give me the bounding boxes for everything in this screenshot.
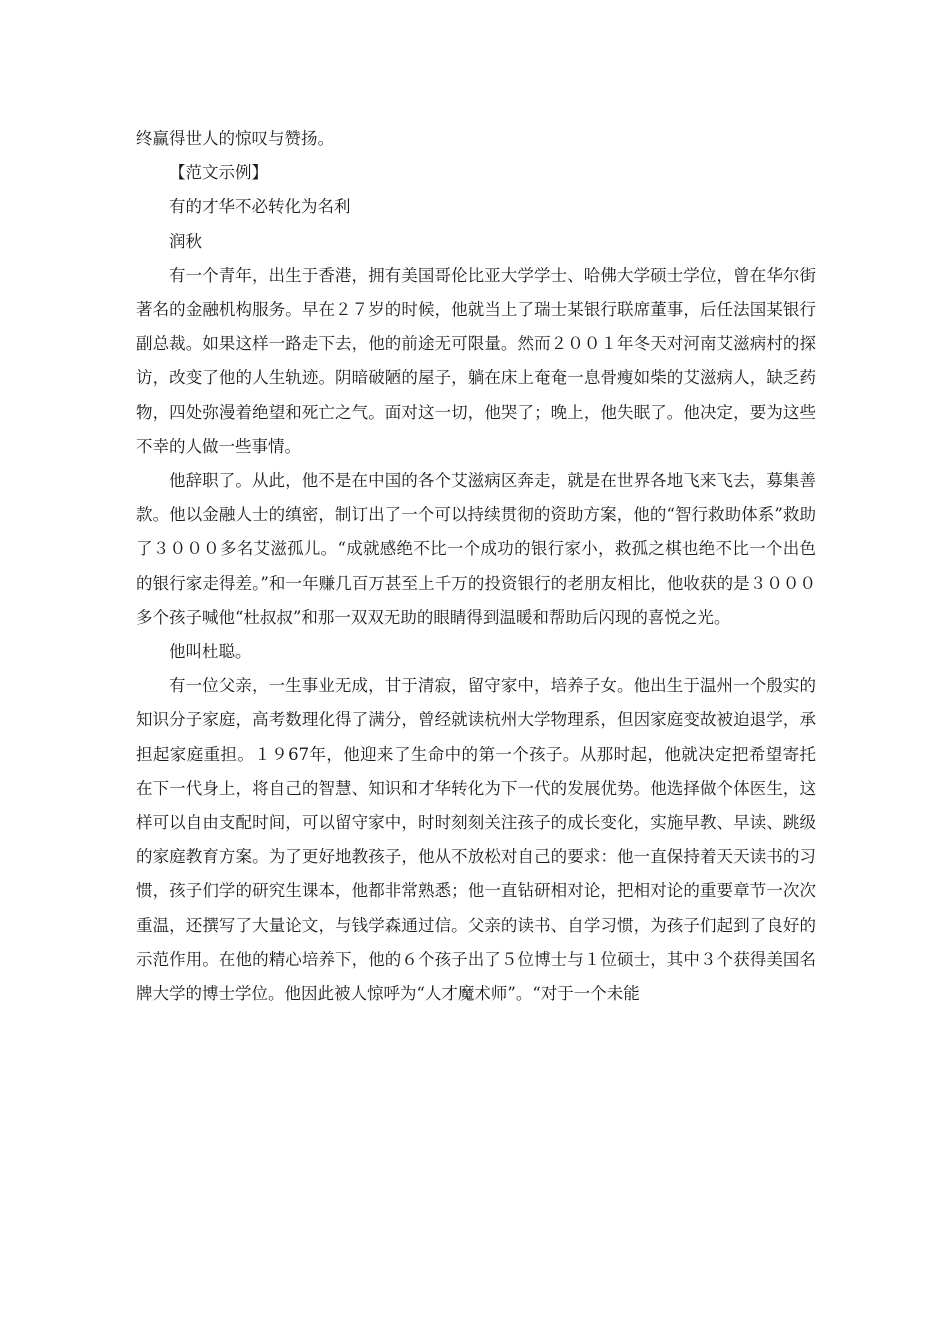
document-body [136,122,816,1011]
lead-line: 终赢得世人的惊叹与赞扬。 [136,129,334,148]
paragraph-2: 他辞职了。从此，他不是在中国的各个艾滋病区奔走，就是在世界各地飞来飞去，募集善款。他以金融人士的缜密，制订出了一个可以持续贯彻的资助方案，他的“智行救助体系”救助了３０００多名艾滋孤儿。“成就感绝不比一个成功的银行家小，救孤之棋也绝不比一个出色的银行家走得差。”和一年赚几百万甚至上千万的投资银行的老朋友相比，他收获的是３０００多个孩子喊他“杜叔叔”和那一双双无助的眼睛得到温暖和帮助后闪现的喜悦之光。 [136,471,816,627]
paragraph-4: 有一位父亲，一生事业无成，甘于清寂，留守家中，培养子女。他出生于温州一个殷实的知识分子家庭，高考数理化得了满分，曾经就读杭州大学物理系，但因家庭变故被迫退学，承担起家庭重担。１９67年，他迎来了生命中的第一个孩子。从那时起，他就决定把希望寄托在下一代身上，将自己的智慧、知识和才华转化为下一代的发展优势。他选择做个体医生，这样可以自由支配时间，可以留守家中，时时刻刻关注孩子的成长变化，实施早教、早读、跳级的家庭教育方案。为了更好地教孩子，他从不放松对自己的要求：他一直保持着天天读书的习惯，孩子们学的研究生课本，他都非常熟悉；他一直钻研相对论，把相对论的重要章节一次次重温，还撰写了大量论文，与钱学森通过信。父亲的读书、自学习惯，为孩子们起到了良好的示范作用。在他的精心培养下，他的６个孩子出了５位博士与１位硕士，其中３个获得美国名牌大学的博士学位。他因此被人惊呼为“人才魔术师”。“对于一个未能 [136,676,816,1004]
paragraph-1: 有一个青年，出生于香港，拥有美国哥伦比亚大学学士、哈佛大学硕士学位，曾在华尔街著名的金融机构服务。早在２７岁的时候，他就当上了瑞士某银行联席董事，后任法国某银行副总裁。如果这样一路走下去，他的前途无可限量。然而２００１年冬天对河南艾滋病村的探访，改变了他的人生轨迹。阴暗破陋的屋子，躺在床上奄奄一息骨瘦如柴的艾滋病人，缺乏药物，四处弥漫着绝望和死亡之气。面对这一切，他哭了；晚上，他失眠了。他决定，要为这些不幸的人做一些事情。 [136,265,816,456]
paragraph-3: 他叫杜聪。 [169,642,252,662]
essay-author: 润秋 [169,231,202,251]
essay-title: 有的才华不必转化为名利 [169,197,351,217]
section-label: 【范文示例】 [169,163,268,183]
